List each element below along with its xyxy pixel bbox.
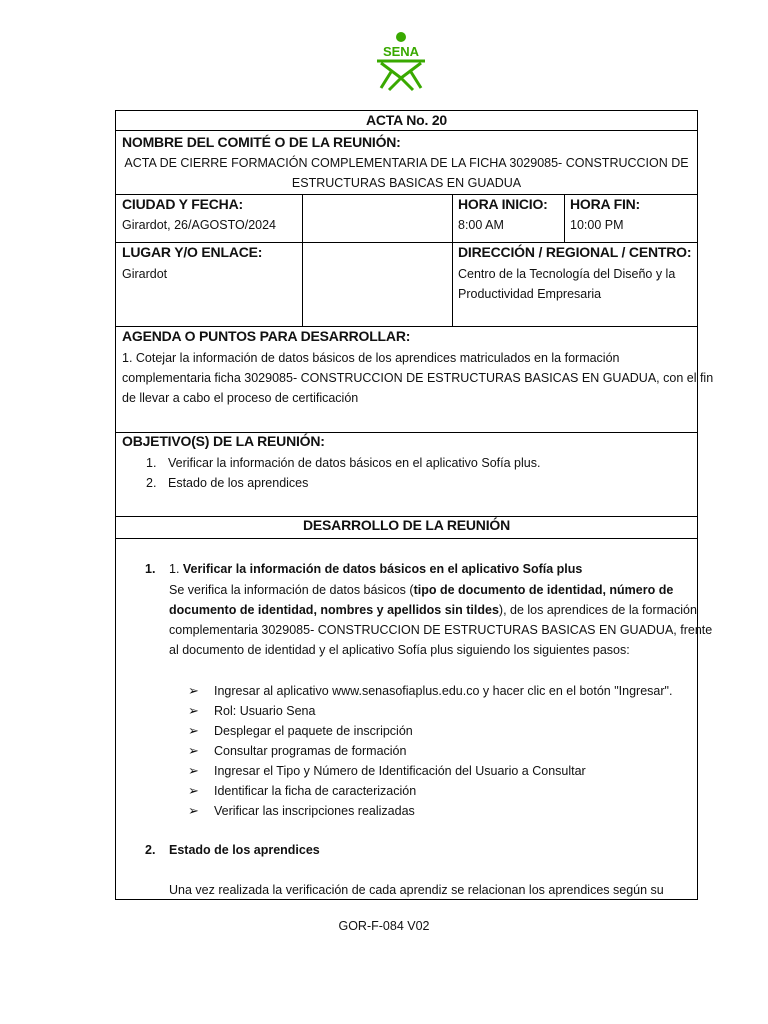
direction-label: DIRECCIÓN / REGIONAL / CENTRO:	[458, 244, 692, 260]
step-item: ➢ Verificar las inscripciones realizadas	[188, 801, 672, 821]
sena-logo	[369, 30, 433, 94]
development-label: DESARROLLO DE LA REUNIÓN	[302, 517, 511, 533]
committee-label: NOMBRE DEL COMITÉ O DE LA REUNIÓN:	[122, 134, 401, 150]
agenda-line1: 1. Cotejar la información de datos básicos de los aprendices matriculados en la formación	[122, 351, 620, 365]
dev-item1-para-line3: complementaria 3029085- CONSTRUCCION DE ESTRUCTURAS BASICAS EN GUADUA, frente	[169, 623, 713, 637]
dev-item2-number: 2.	[145, 843, 156, 857]
footer-code: GOR-F-084 V02	[338, 919, 430, 933]
step-item: ➢ Desplegar el paquete de inscripción	[188, 721, 672, 741]
objectives-label: OBJETIVO(S) DE LA REUNIÓN:	[122, 433, 325, 449]
minutes-table	[115, 110, 714, 900]
arrow-bullet-icon: ➢	[188, 683, 199, 698]
direction-line1: Centro de la Tecnología del Diseño y la	[458, 267, 676, 281]
step-item: ➢ Ingresar al aplicativo www.senasofiaplus.edu.co y hacer clic en el botón "Ingresar".	[188, 681, 672, 701]
dev-item1-number: 1.	[145, 562, 156, 576]
arrow-bullet-icon: ➢	[188, 783, 199, 798]
start-time-label: HORA INICIO:	[458, 196, 548, 212]
objectives-list	[146, 453, 540, 493]
dev-item2-text: Una vez realizada la verificación de cada aprendiz se relacionan los aprendices según su	[169, 883, 664, 897]
place-label: LUGAR Y/O ENLACE:	[122, 244, 263, 260]
city-date-label: CIUDAD Y FECHA:	[122, 196, 243, 212]
arrow-bullet-icon: ➢	[188, 743, 199, 758]
committee-name-line1: ACTA DE CIERRE FORMACIÓN COMPLEMENTARIA DE LA FICHA 3029085- CONSTRUCCION DE	[124, 156, 689, 170]
dev-item1-title: 1. Verificar la información de datos básicos en el aplicativo Sofía plus	[169, 562, 583, 576]
step-item: ➢ Identificar la ficha de caracterización	[188, 781, 672, 801]
city-date-value: Girardot, 26/AGOSTO/2024	[122, 218, 277, 232]
objective-item: 1. Verificar la información de datos básicos en el aplicativo Sofía plus.	[146, 456, 541, 470]
dev-item2-title: Estado de los aprendices	[169, 843, 320, 857]
dev-item1-para-line1: Se verifica la información de datos básicos (tipo de documento de identidad, número de	[169, 583, 674, 597]
arrow-bullet-icon: ➢	[188, 763, 199, 778]
step-item: ➢ Rol: Usuario Sena	[188, 701, 672, 721]
objective-item: 2. Estado de los aprendices	[146, 476, 309, 490]
dev-item1-para-line4: al documento de identidad y el aplicativo Sofía plus siguiendo los siguientes pasos:	[169, 643, 630, 657]
arrow-bullet-icon: ➢	[188, 803, 199, 818]
end-time-label: HORA FIN:	[570, 196, 641, 212]
arrow-bullet-icon: ➢	[188, 703, 199, 718]
direction-line2: Productividad Empresaria	[458, 287, 602, 301]
acta-title: ACTA No. 20	[365, 112, 448, 128]
dev-item1-para-line2: documento de identidad, nombres y apellidos sin tildes), de los aprendices de la formación	[169, 603, 697, 617]
agenda-line3: de llevar a cabo el proceso de certificación	[122, 391, 359, 405]
place-value: Girardot	[122, 267, 168, 281]
arrow-bullet-icon: ➢	[188, 723, 199, 738]
step-item: ➢ Ingresar el Tipo y Número de Identificación del Usuario a Consultar	[188, 761, 672, 781]
agenda-line2: complementaria ficha 3029085- CONSTRUCCION DE ESTRUCTURAS BASICAS EN GUADUA, con el fin	[122, 371, 714, 385]
agenda-label: AGENDA O PUNTOS PARA DESARROLLAR:	[122, 328, 411, 344]
committee-name-line2: ESTRUCTURAS BASICAS EN GUADUA	[291, 176, 522, 190]
start-time-value: 8:00 AM	[458, 218, 504, 232]
end-time-value: 10:00 PM	[570, 218, 624, 232]
svg-text:SENA: SENA	[382, 44, 420, 59]
step-item: ➢ Consultar programas de formación	[188, 741, 672, 761]
steps-list	[188, 681, 672, 821]
